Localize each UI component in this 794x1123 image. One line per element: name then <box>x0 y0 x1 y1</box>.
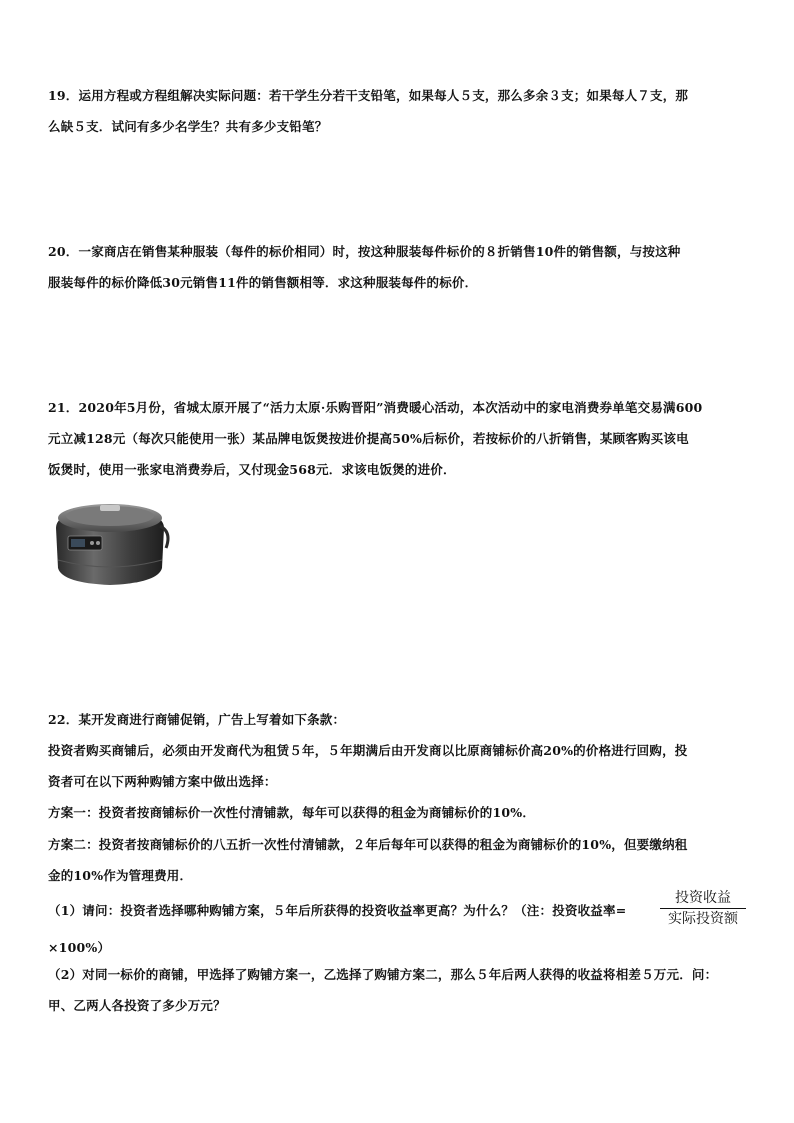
q19-line-1: 19．运用方程或方程组解决实际问题：若干学生分若干支铅笔，如果每人５支，那么多余３支；如果每人７支，那 <box>48 88 689 103</box>
q21-line-1: 21．2020年5月份，省城太原开展了“活力太原·乐购晋阳”消费暖心活动，本次活动中的家电消费券单笔交易满600 <box>48 400 703 415</box>
fraction-bar <box>660 908 746 909</box>
q22-line-5: 方案二：投资者按商铺标价的八五折一次性付清铺款，２年后每年可以获得的租金为商铺标价的10%，但要缴纳租 <box>48 837 688 852</box>
roi-fraction <box>660 889 746 928</box>
q20-line-2: 服装每件的标价降低30元销售11件的销售额相等．求这种服装每件的标价． <box>48 275 478 290</box>
q21-line-3: 饭煲时，使用一张家电消费券后，又付现金568元．求该电饭煲的进价． <box>48 462 456 477</box>
q20-line-1: 20．一家商店在销售某种服装（每件的标价相同）时，按这种服装每件标价的８折销售10件的销售额，与按这种 <box>48 244 681 259</box>
fraction-numerator: 投资收益 <box>675 890 731 906</box>
q22-line-3: 资者可在以下两种购铺方案中做出选择： <box>48 774 277 789</box>
q22-line-4: 方案一：投资者按商铺标价一次性付清铺款，每年可以获得的租金为商铺标价的10%． <box>48 805 536 820</box>
rice-cooker-image <box>48 488 173 588</box>
q19-line-2: 么缺５支．试问有多少名学生？共有多少支铅笔？ <box>48 119 328 134</box>
q22-line-8: ×100%） <box>48 940 111 955</box>
q22-line-6: 金的10%作为管理费用． <box>48 868 193 883</box>
q22-line-9: （2）对同一标价的商铺，甲选择了购铺方案一，乙选择了购铺方案二，那么５年后两人获得的收益将相差５万元．问： <box>48 967 718 982</box>
q22-line-7: （1）请问：投资者选择哪种购铺方案，５年后所获得的投资收益率更高？为什么？（注：投资收益率= <box>48 903 627 918</box>
q22-line-10: 甲、乙两人各投资了多少万元？ <box>48 998 226 1013</box>
fraction-denominator: 实际投资额 <box>668 911 738 927</box>
q22-line-1: 22．某开发商进行商铺促销，广告上写着如下条款： <box>48 712 346 727</box>
q22-line-2: 投资者购买商铺后，必须由开发商代为租赁５年，５年期满后由开发商以比原商铺标价高20%的价格进行回购，投 <box>48 743 688 758</box>
q21-line-2: 元立减128元（每次只能使用一张）某品牌电饭煲按进价提高50%后标价，若按标价的八折销售，某顾客购买该电 <box>48 431 689 446</box>
